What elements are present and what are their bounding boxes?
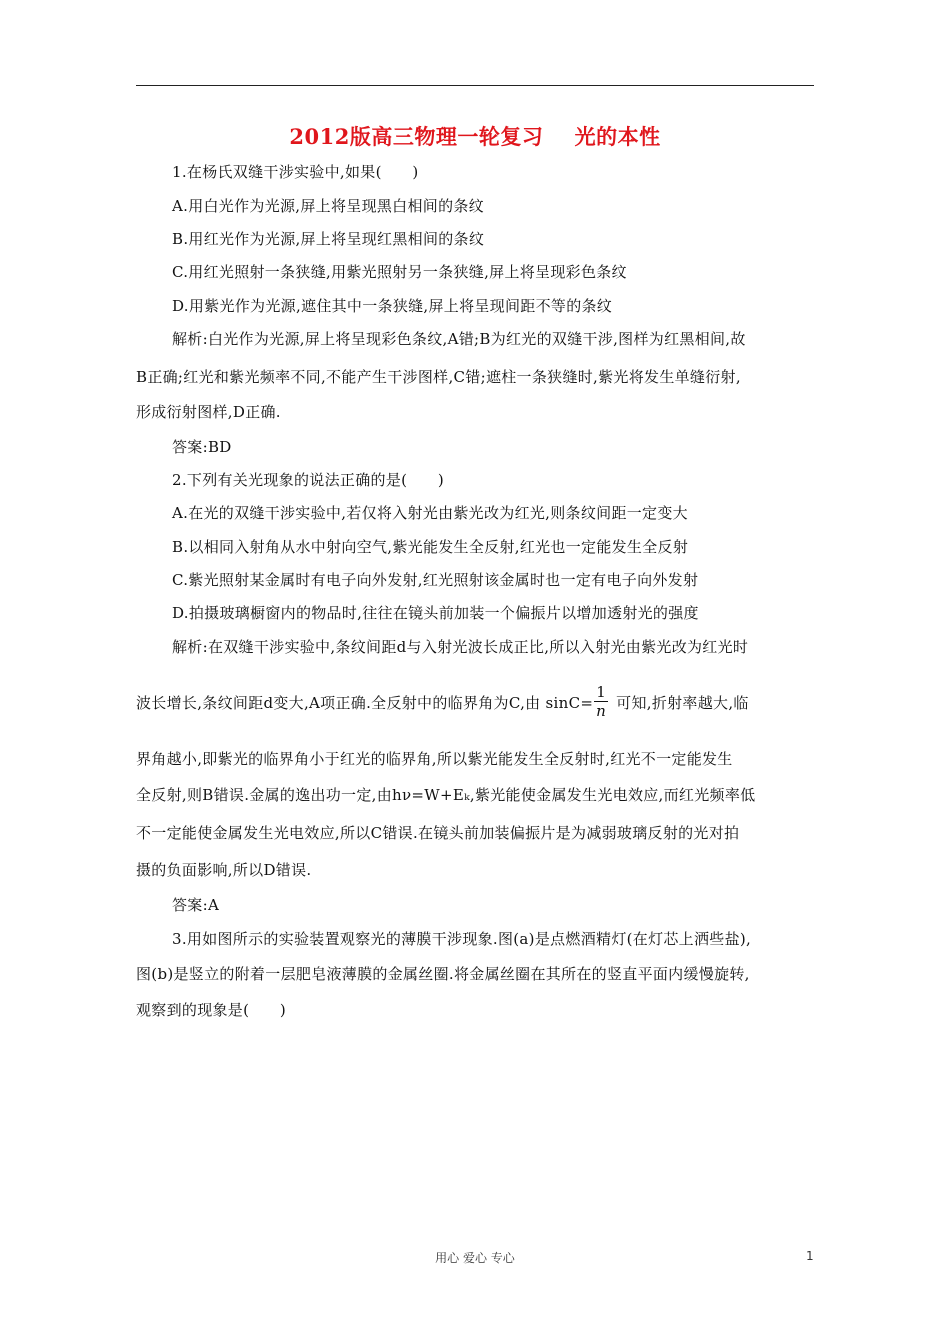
question-2-option-a: A.在光的双缝干涉实验中,若仅将入射光由紫光改为红光,则条纹间距一定变大 [172,504,688,522]
question-2-option-d: D.拍摄玻璃橱窗内的物品时,往往在镜头前加装一个偏振片以增加透射光的强度 [172,604,699,622]
page-footer: 用心 爱心 专心 [435,1251,515,1265]
question-2-stem: 2.下列有关光现象的说法正确的是( ) [172,471,445,489]
question-2-option-b: B.以相同入射角从水中射向空气,紫光能发生全反射,红光也一定能发生全反射 [172,538,689,556]
document-title: 2012版高三物理一轮复习 光的本性 [289,124,661,149]
page-number: 1 [806,1249,814,1263]
question-1-option-d: D.用紫光作为光源,遮住其中一条狭缝,屏上将呈现间距不等的条纹 [172,297,613,315]
question-2-answer: 答案:A [172,896,220,914]
question-3-stem-line: 图(b)是竖立的附着一层肥皂液薄膜的金属丝圈.将金属丝圈在其所在的竖直平面内缓慢旋转, [136,965,750,983]
fraction-one-over-n [594,684,608,720]
question-3-stem-line: 3.用如图所示的实验装置观察光的薄膜干涉现象.图(a)是点燃酒精灯(在灯芯上洒些盐), [172,930,752,948]
analysis-text-after-formula: 可知,折射率越大,临 [611,694,749,712]
question-2-option-c: C.紫光照射某金属时有电子向外发射,红光照射该金属时也一定有电子向外发射 [172,571,699,589]
question-1-analysis-line: 形成衍射图样,D正确. [136,403,281,421]
question-1-option-a: A.用白光作为光源,屏上将呈现黑白相间的条纹 [172,197,484,215]
fraction-numerator: 1 [596,683,607,701]
question-2-analysis-line: 界角越小,即紫光的临界角小于红光的临界角,所以紫光能发生全反射时,红光不一定能发生 [136,750,733,768]
fraction-denominator: n [596,702,607,720]
question-2-analysis-line: 解析:在双缝干涉实验中,条纹间距d与入射光波长成正比,所以入射光由紫光改为红光时 [172,638,749,656]
question-1-analysis-line: B正确;红光和紫光频率不同,不能产生干涉图样,C错;遮柱一条狭缝时,紫光将发生单缝衍射, [136,368,741,386]
analysis-text-before-formula: 波长增长,条纹间距d变大,A项正确.全反射中的临界角为C,由 sinC= [136,694,594,712]
question-1-answer: 答案:BD [172,438,232,456]
question-2-analysis-line: 不一定能使金属发生光电效应,所以C错误.在镜头前加装偏振片是为减弱玻璃反射的光对拍 [136,824,740,842]
question-1-option-c: C.用红光照射一条狭缝,用紫光照射另一条狭缝,屏上将呈现彩色条纹 [172,263,627,281]
question-2-analysis-line: 全反射,则B错误.金属的逸出功一定,由hν=W+Eₖ,紫光能使金属发生光电效应,而红光频率低 [136,786,756,804]
question-2-analysis-line: 摄的负面影响,所以D错误. [136,861,312,879]
question-2-analysis-formula-line [136,683,749,722]
header-rule [136,85,814,86]
question-3-stem-line: 观察到的现象是( ) [136,1001,287,1019]
question-1-analysis-line: 解析:白光作为光源,屏上将呈现彩色条纹,A错;B为红光的双缝干涉,图样为红黑相间,故 [172,330,746,348]
question-1-option-b: B.用红光作为光源,屏上将呈现红黑相间的条纹 [172,230,485,248]
question-1-stem: 1.在杨氏双缝干涉实验中,如果( ) [172,163,419,181]
